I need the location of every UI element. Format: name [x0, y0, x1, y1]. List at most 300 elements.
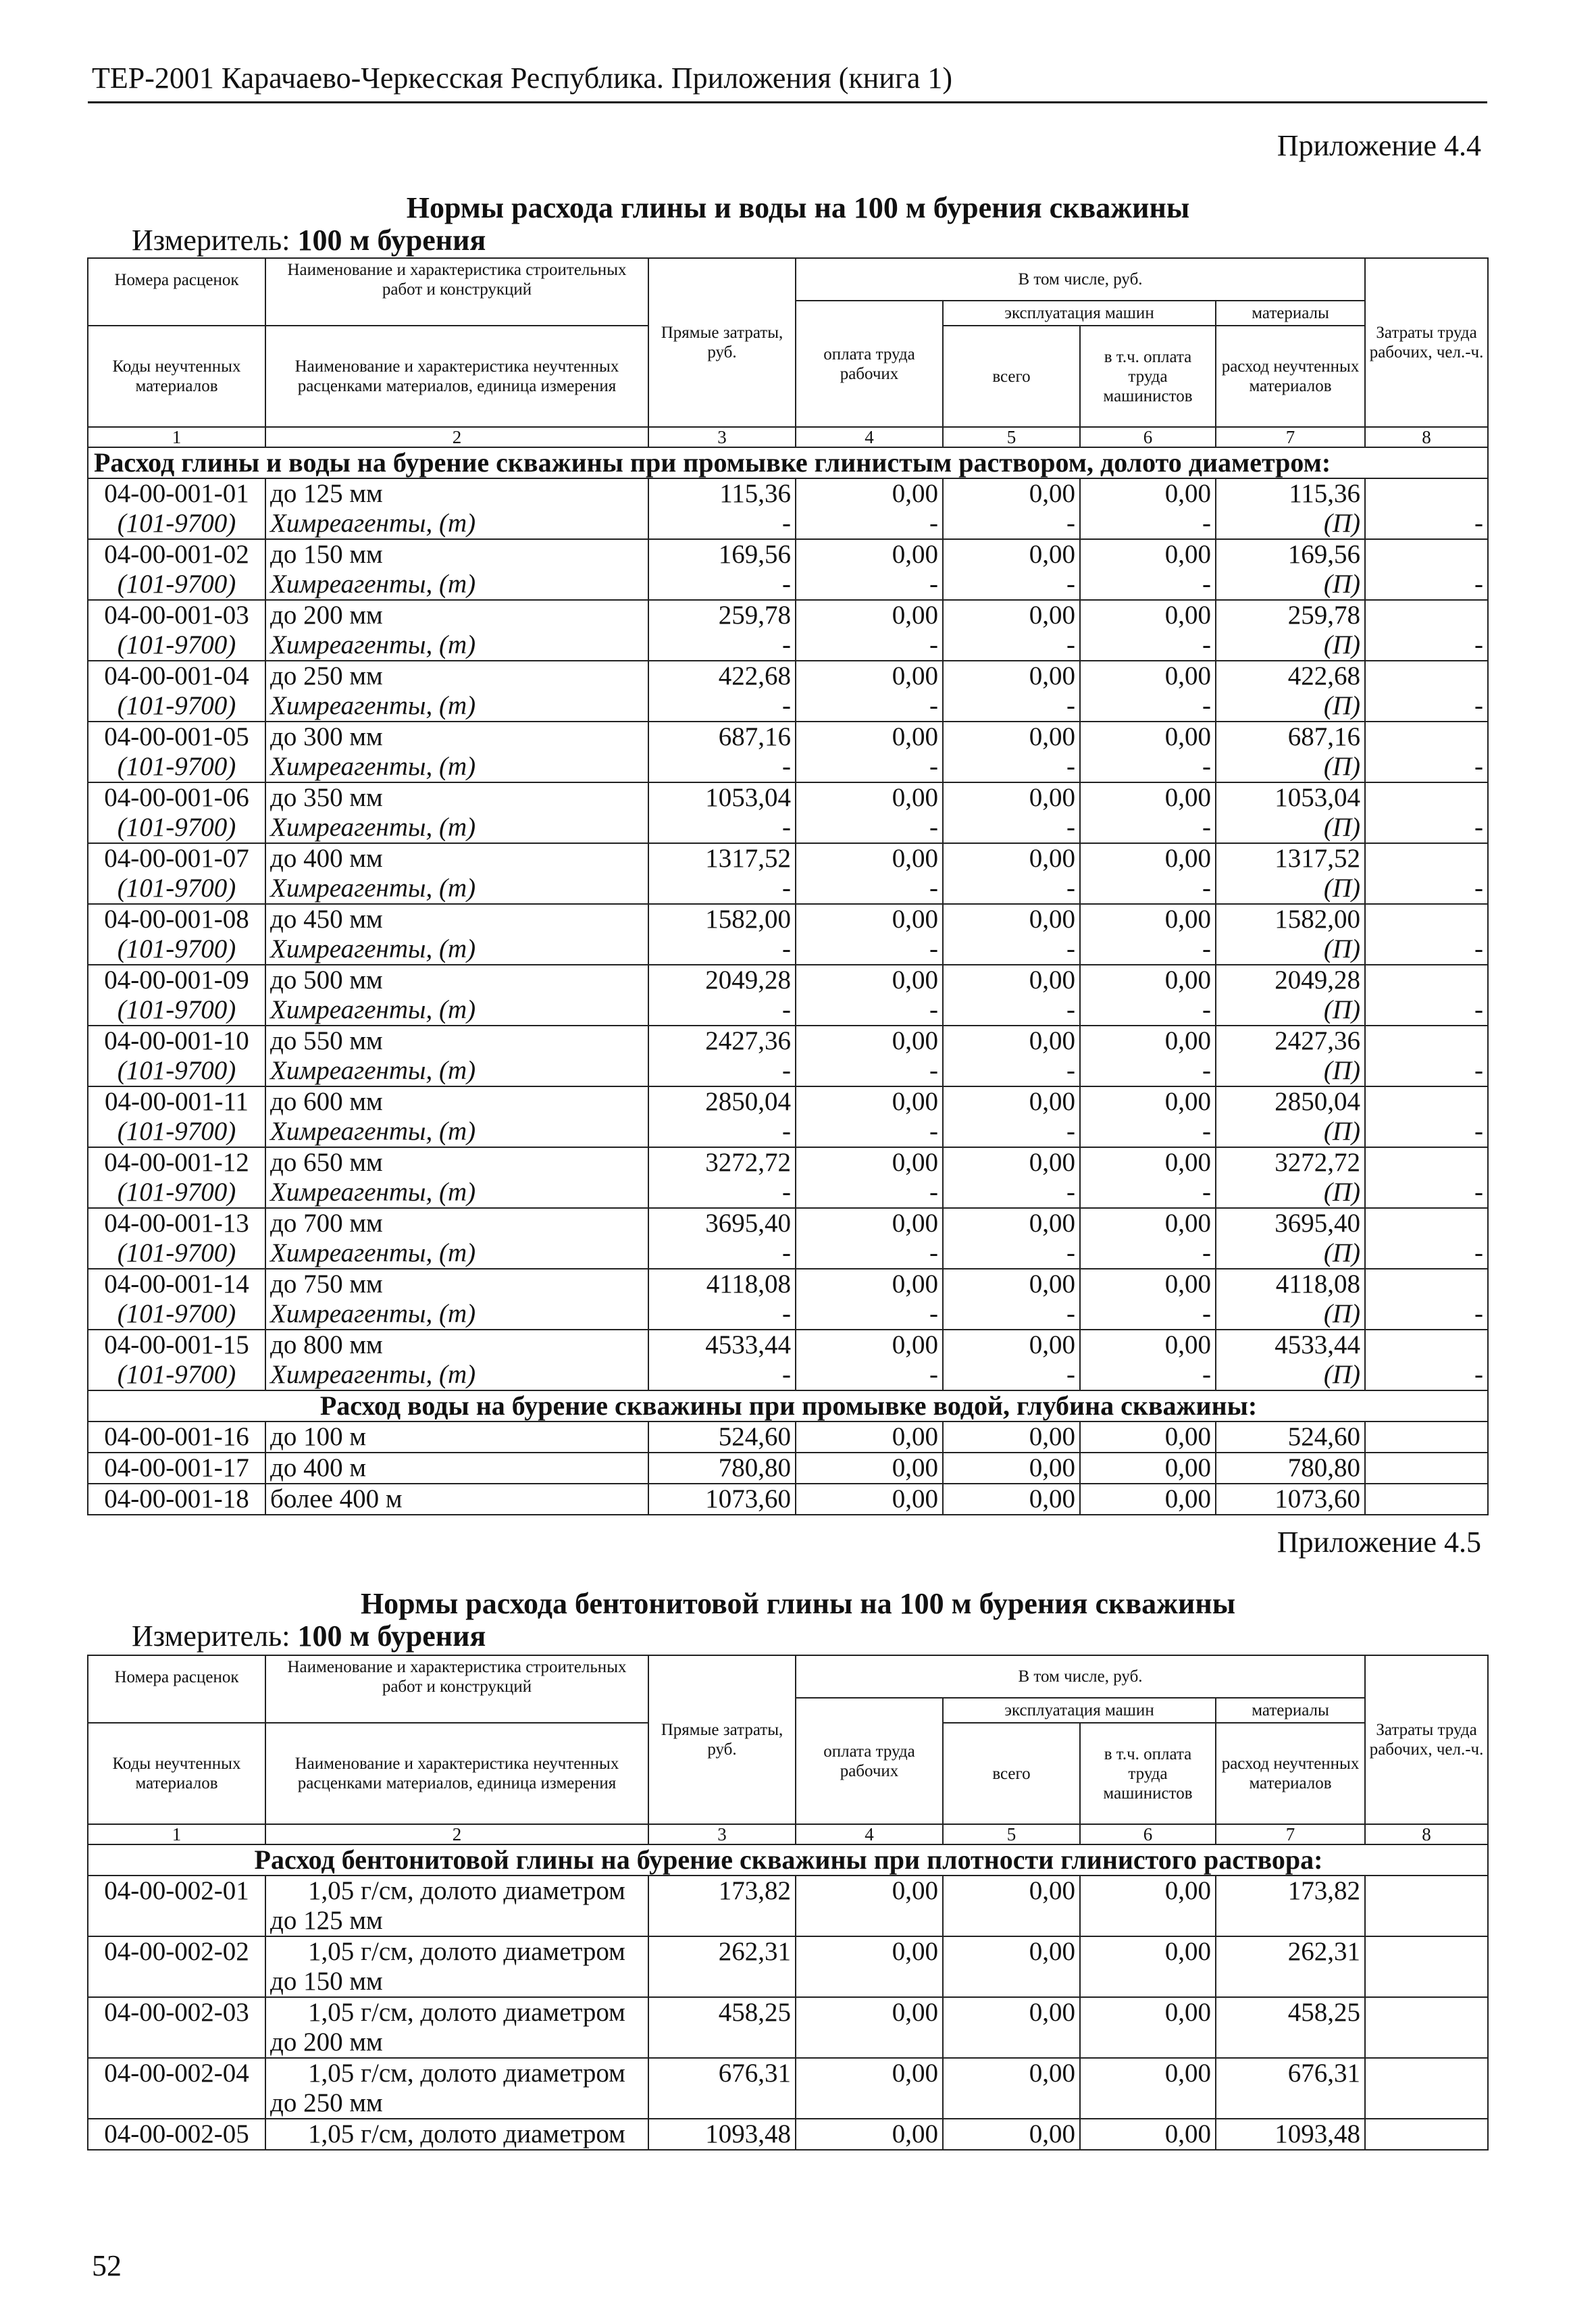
- colnum: 6: [1080, 1824, 1216, 1844]
- colnum: 4: [796, 427, 943, 447]
- direct-cost-cell: 2850,04: [648, 1086, 796, 1117]
- dash-cell: -: [1365, 995, 1488, 1026]
- material-name-cell: Химреагенты, (т): [265, 752, 648, 782]
- name-line-1: 1,05 г/см, долото диаметром: [308, 1876, 625, 1905]
- colnum: 8: [1365, 1824, 1488, 1844]
- labor-cell: [1365, 2058, 1488, 2119]
- th-wages: оплата труда рабочих: [796, 1698, 943, 1824]
- direct-cost-cell: 115,36: [648, 478, 796, 509]
- norms-table-4-4: [87, 257, 1489, 1515]
- labor-cell: [1365, 1876, 1488, 1936]
- materials-cell: 676,31: [1216, 2058, 1365, 2119]
- machinist-cell: 0,00: [1080, 1086, 1216, 1117]
- direct-cost-cell: 259,78: [648, 600, 796, 630]
- material-note-cell: (П): [1216, 1178, 1365, 1208]
- code-cell: 04-00-001-10: [88, 1026, 265, 1056]
- code-cell: 04-00-001-02: [88, 539, 265, 570]
- machines-cell: 0,00: [943, 539, 1080, 570]
- dash-cell: -: [648, 995, 796, 1026]
- th-spacer-2: [265, 301, 648, 326]
- direct-cost-cell: 1582,00: [648, 904, 796, 934]
- machinist-cell: 0,00: [1080, 478, 1216, 509]
- table-row: [88, 782, 1488, 813]
- direct-cost-cell: 458,25: [648, 1997, 796, 2058]
- material-note-cell: (П): [1216, 1360, 1365, 1390]
- direct-cost-cell: 4533,44: [648, 1330, 796, 1360]
- wages-cell: 0,00: [796, 2119, 943, 2150]
- header-rule: [88, 101, 1487, 103]
- wages-cell: 0,00: [796, 1936, 943, 1997]
- th-consumption: расход неучтенных материалов: [1216, 1723, 1365, 1824]
- dash-cell: -: [1080, 1117, 1216, 1147]
- material-note-cell: (П): [1216, 934, 1365, 965]
- machinist-cell: 0,00: [1080, 782, 1216, 813]
- material-code-cell: (101-9700): [88, 1360, 265, 1390]
- wages-cell: 0,00: [796, 1269, 943, 1299]
- direct-cost-cell: 2049,28: [648, 965, 796, 995]
- dash-cell: -: [648, 691, 796, 722]
- code-cell: 04-00-002-04: [88, 2058, 265, 2119]
- machinist-cell: 0,00: [1080, 1422, 1216, 1453]
- direct-cost-cell: 3695,40: [648, 1208, 796, 1238]
- materials-cell: 1582,00: [1216, 904, 1365, 934]
- dash-cell: -: [1080, 813, 1216, 843]
- th-incl: В том числе, руб.: [796, 258, 1365, 301]
- dash-cell: -: [1365, 813, 1488, 843]
- table-row: [88, 600, 1488, 630]
- wages-cell: 0,00: [796, 600, 943, 630]
- direct-cost-cell: 1317,52: [648, 843, 796, 874]
- materials-cell: 780,80: [1216, 1453, 1365, 1484]
- machines-cell: 0,00: [943, 1453, 1080, 1484]
- material-row: [88, 752, 1488, 782]
- dash-cell: -: [796, 934, 943, 965]
- machinist-cell: 0,00: [1080, 1147, 1216, 1178]
- wages-cell: 0,00: [796, 1997, 943, 2058]
- wages-cell: 0,00: [796, 1026, 943, 1056]
- code-cell: 04-00-001-03: [88, 600, 265, 630]
- table-row: [88, 1936, 1488, 1997]
- material-row: [88, 813, 1488, 843]
- material-row: [88, 1238, 1488, 1269]
- dash-cell: -: [648, 1178, 796, 1208]
- dash-cell: -: [1365, 752, 1488, 782]
- name-cell: до 550 мм: [265, 1026, 648, 1056]
- colnum: 1: [88, 427, 265, 447]
- labor-cell: [1365, 661, 1488, 691]
- labor-cell: [1365, 843, 1488, 874]
- material-row: [88, 630, 1488, 661]
- name-cell: до 650 мм: [265, 1147, 648, 1178]
- material-code-cell: (101-9700): [88, 813, 265, 843]
- colnum: 7: [1216, 427, 1365, 447]
- code-cell: 04-00-001-09: [88, 965, 265, 995]
- dash-cell: -: [796, 995, 943, 1026]
- dash-cell: -: [943, 1299, 1080, 1330]
- dash-cell: -: [1365, 691, 1488, 722]
- name-line-1: 1,05 г/см, долото диаметром: [308, 1998, 625, 2027]
- dash-cell: -: [1080, 1178, 1216, 1208]
- dash-cell: -: [1080, 1360, 1216, 1390]
- th-spacer-1: [88, 301, 265, 326]
- materials-cell: 169,56: [1216, 539, 1365, 570]
- direct-cost-cell: 1093,48: [648, 2119, 796, 2150]
- code-cell: 04-00-001-11: [88, 1086, 265, 1117]
- th-direct: Прямые затраты, руб.: [648, 258, 796, 427]
- dash-cell: -: [943, 630, 1080, 661]
- name-cell: до 750 мм: [265, 1269, 648, 1299]
- th-codes-top: Номера расценок: [88, 258, 265, 301]
- page-number: 52: [92, 2249, 122, 2282]
- material-name-cell: Химреагенты, (т): [265, 570, 648, 600]
- material-code-cell: (101-9700): [88, 691, 265, 722]
- dash-cell: -: [648, 813, 796, 843]
- materials-cell: 1317,52: [1216, 843, 1365, 874]
- material-note-cell: (П): [1216, 1056, 1365, 1086]
- machines-cell: 0,00: [943, 1936, 1080, 1997]
- dash-cell: -: [1080, 630, 1216, 661]
- th-materials: материалы: [1216, 1698, 1365, 1723]
- dash-cell: -: [796, 691, 943, 722]
- dash-cell: -: [1365, 1117, 1488, 1147]
- dash-cell: -: [1080, 752, 1216, 782]
- labor-cell: [1365, 965, 1488, 995]
- machines-cell: 0,00: [943, 661, 1080, 691]
- code-cell: 04-00-001-06: [88, 782, 265, 813]
- th-codes-top: Номера расценок: [88, 1655, 265, 1698]
- th-spacer-2: [265, 1698, 648, 1723]
- dash-cell: -: [1365, 1360, 1488, 1390]
- code-cell: 04-00-001-18: [88, 1484, 265, 1515]
- direct-cost-cell: 676,31: [648, 2058, 796, 2119]
- machinist-cell: 0,00: [1080, 600, 1216, 630]
- colnum: 7: [1216, 1824, 1365, 1844]
- code-cell: 04-00-002-03: [88, 1997, 265, 2058]
- dash-cell: -: [796, 1117, 943, 1147]
- dash-cell: -: [1365, 874, 1488, 904]
- code-cell: 04-00-001-12: [88, 1147, 265, 1178]
- wages-cell: 0,00: [796, 1876, 943, 1936]
- labor-cell: [1365, 1086, 1488, 1117]
- measure-label: Измеритель:: [132, 1619, 290, 1653]
- material-name-cell: Химреагенты, (т): [265, 1360, 648, 1390]
- th-materials: материалы: [1216, 301, 1365, 326]
- name-line-2: до 250 мм: [270, 2088, 383, 2117]
- machinist-cell: 0,00: [1080, 904, 1216, 934]
- norms-table-4-5: [87, 1655, 1489, 2150]
- dash-cell: -: [1080, 934, 1216, 965]
- th-machines: эксплуатация машин: [943, 301, 1216, 326]
- material-note-cell: (П): [1216, 1238, 1365, 1269]
- dash-cell: -: [1365, 1178, 1488, 1208]
- dash-cell: -: [648, 752, 796, 782]
- material-name-cell: Химреагенты, (т): [265, 630, 648, 661]
- section-heading: Расход воды на бурение скважины при промывке водой, глубина скважины:: [88, 1390, 1488, 1422]
- material-row: [88, 570, 1488, 600]
- colnum: 5: [943, 427, 1080, 447]
- wages-cell: 0,00: [796, 965, 943, 995]
- wages-cell: 0,00: [796, 1422, 943, 1453]
- direct-cost-cell: 687,16: [648, 722, 796, 752]
- name-cell: до 400 м: [265, 1453, 648, 1484]
- wages-cell: 0,00: [796, 843, 943, 874]
- section-heading: Расход глины и воды на бурение скважины при промывке глинистым раствором, долото диаметром:: [88, 447, 1488, 478]
- machinist-cell: 0,00: [1080, 661, 1216, 691]
- wages-cell: 0,00: [796, 2058, 943, 2119]
- th-codes-bot: Коды неучтенных материалов: [88, 1723, 265, 1824]
- machines-cell: 0,00: [943, 1876, 1080, 1936]
- direct-cost-cell: 780,80: [648, 1453, 796, 1484]
- table-row: [88, 1026, 1488, 1056]
- material-code-cell: (101-9700): [88, 1238, 265, 1269]
- dash-cell: -: [1365, 1056, 1488, 1086]
- wages-cell: 0,00: [796, 1208, 943, 1238]
- dash-cell: -: [796, 1178, 943, 1208]
- dash-cell: -: [1365, 934, 1488, 965]
- name-cell: до 150 мм: [265, 539, 648, 570]
- th-machines: эксплуатация машин: [943, 1698, 1216, 1723]
- dash-cell: -: [796, 874, 943, 904]
- th-codes-bot: Коды неучтенных материалов: [88, 326, 265, 427]
- material-row: [88, 1360, 1488, 1390]
- materials-cell: 1073,60: [1216, 1484, 1365, 1515]
- table-row: [88, 722, 1488, 752]
- labor-cell: [1365, 722, 1488, 752]
- machines-cell: 0,00: [943, 1147, 1080, 1178]
- material-name-cell: Химреагенты, (т): [265, 934, 648, 965]
- dash-cell: -: [648, 934, 796, 965]
- th-direct: Прямые затраты, руб.: [648, 1655, 796, 1824]
- materials-cell: 262,31: [1216, 1936, 1365, 1997]
- dash-cell: -: [943, 691, 1080, 722]
- th-work-top: Наименование и характеристика строительных работ и конструкций: [265, 1655, 648, 1698]
- material-row: [88, 691, 1488, 722]
- table-row: [88, 965, 1488, 995]
- dash-cell: -: [796, 630, 943, 661]
- machinist-cell: 0,00: [1080, 1330, 1216, 1360]
- material-code-cell: (101-9700): [88, 509, 265, 539]
- machinist-cell: 0,00: [1080, 539, 1216, 570]
- material-note-cell: (П): [1216, 995, 1365, 1026]
- machines-cell: 0,00: [943, 965, 1080, 995]
- name-cell: до 250 мм: [265, 661, 648, 691]
- material-code-cell: (101-9700): [88, 874, 265, 904]
- wages-cell: 0,00: [796, 1147, 943, 1178]
- material-code-cell: (101-9700): [88, 1299, 265, 1330]
- name-line-1: 1,05 г/см, долото диаметром: [308, 2119, 625, 2148]
- materials-cell: 115,36: [1216, 478, 1365, 509]
- material-note-cell: (П): [1216, 813, 1365, 843]
- materials-cell: 524,60: [1216, 1422, 1365, 1453]
- dash-cell: -: [943, 813, 1080, 843]
- material-code-cell: (101-9700): [88, 1117, 265, 1147]
- table-row: [88, 1330, 1488, 1360]
- appendix-label-4-4: Приложение 4.4: [1277, 129, 1481, 162]
- material-note-cell: (П): [1216, 752, 1365, 782]
- table-row: [88, 661, 1488, 691]
- measure-label: Измеритель:: [132, 224, 290, 257]
- th-spacer-1: [88, 1698, 265, 1723]
- direct-cost-cell: 169,56: [648, 539, 796, 570]
- machines-cell: 0,00: [943, 1422, 1080, 1453]
- dash-cell: -: [943, 934, 1080, 965]
- machines-cell: 0,00: [943, 1269, 1080, 1299]
- wages-cell: 0,00: [796, 1484, 943, 1515]
- dash-cell: -: [943, 1117, 1080, 1147]
- machines-cell: 0,00: [943, 2119, 1080, 2150]
- measure-value: 100 м бурения: [297, 1619, 486, 1653]
- th-total: всего: [943, 326, 1080, 427]
- name-cell: [265, 2119, 648, 2150]
- th-work-bot: Наименование и характеристика неучтенных расценками материалов, единица измерения: [265, 326, 648, 427]
- labor-cell: [1365, 478, 1488, 509]
- machines-cell: 0,00: [943, 722, 1080, 752]
- machinist-cell: 0,00: [1080, 1026, 1216, 1056]
- dash-cell: -: [796, 1360, 943, 1390]
- material-code-cell: (101-9700): [88, 1056, 265, 1086]
- material-note-cell: (П): [1216, 509, 1365, 539]
- th-total: всего: [943, 1723, 1080, 1824]
- code-cell: 04-00-001-04: [88, 661, 265, 691]
- wages-cell: 0,00: [796, 722, 943, 752]
- direct-cost-cell: 173,82: [648, 1876, 796, 1936]
- material-row: [88, 1178, 1488, 1208]
- table-title-4-4: Нормы расхода глины и воды на 100 м бурения скважины: [406, 191, 1190, 224]
- dash-cell: -: [1365, 630, 1488, 661]
- materials-cell: 2049,28: [1216, 965, 1365, 995]
- table-row: [88, 1086, 1488, 1117]
- name-cell: до 200 мм: [265, 600, 648, 630]
- materials-cell: 2850,04: [1216, 1086, 1365, 1117]
- machinist-cell: 0,00: [1080, 1208, 1216, 1238]
- th-wages: оплата труда рабочих: [796, 301, 943, 427]
- measure-line-4-5: [132, 1619, 486, 1653]
- dash-cell: -: [943, 995, 1080, 1026]
- materials-cell: 2427,36: [1216, 1026, 1365, 1056]
- materials-cell: 687,16: [1216, 722, 1365, 752]
- labor-cell: [1365, 1208, 1488, 1238]
- wages-cell: 0,00: [796, 782, 943, 813]
- table-row: [88, 1876, 1488, 1936]
- th-incl: В том числе, руб.: [796, 1655, 1365, 1698]
- material-code-cell: (101-9700): [88, 995, 265, 1026]
- th-labor: Затраты труда рабочих, чел.-ч.: [1365, 258, 1488, 427]
- name-cell: [265, 1936, 648, 1997]
- wages-cell: 0,00: [796, 1330, 943, 1360]
- machines-cell: 0,00: [943, 843, 1080, 874]
- measure-value: 100 м бурения: [297, 224, 486, 257]
- materials-cell: 4118,08: [1216, 1269, 1365, 1299]
- code-cell: 04-00-001-05: [88, 722, 265, 752]
- colnum: 8: [1365, 427, 1488, 447]
- dash-cell: -: [796, 813, 943, 843]
- dash-cell: -: [943, 752, 1080, 782]
- materials-cell: 259,78: [1216, 600, 1365, 630]
- name-line-2: до 200 мм: [270, 2028, 383, 2057]
- labor-cell: [1365, 1147, 1488, 1178]
- material-code-cell: (101-9700): [88, 630, 265, 661]
- dash-cell: -: [1080, 874, 1216, 904]
- material-name-cell: Химреагенты, (т): [265, 1178, 648, 1208]
- machinist-cell: 0,00: [1080, 965, 1216, 995]
- table-row: [88, 1997, 1488, 2058]
- name-line-2: до 150 мм: [270, 1967, 383, 1996]
- direct-cost-cell: 1053,04: [648, 782, 796, 813]
- name-cell: [265, 2058, 648, 2119]
- machinist-cell: 0,00: [1080, 722, 1216, 752]
- material-name-cell: Химреагенты, (т): [265, 1299, 648, 1330]
- wages-cell: 0,00: [796, 539, 943, 570]
- dash-cell: -: [1080, 1238, 1216, 1269]
- material-row: [88, 1299, 1488, 1330]
- material-name-cell: Химреагенты, (т): [265, 813, 648, 843]
- dash-cell: -: [943, 1238, 1080, 1269]
- material-name-cell: Химреагенты, (т): [265, 1117, 648, 1147]
- code-cell: 04-00-001-08: [88, 904, 265, 934]
- table-row: [88, 539, 1488, 570]
- name-line-1: 1,05 г/см, долото диаметром: [308, 1937, 625, 1966]
- measure-line-4-4: [132, 223, 486, 257]
- dash-cell: -: [796, 1238, 943, 1269]
- code-cell: 04-00-002-01: [88, 1876, 265, 1936]
- colnum: 1: [88, 1824, 265, 1844]
- material-row: [88, 509, 1488, 539]
- name-line-2: до 125 мм: [270, 1906, 383, 1935]
- code-cell: 04-00-001-14: [88, 1269, 265, 1299]
- dash-cell: -: [943, 1360, 1080, 1390]
- table-row: [88, 478, 1488, 509]
- table-row: [88, 1147, 1488, 1178]
- material-row: [88, 995, 1488, 1026]
- dash-cell: -: [796, 509, 943, 539]
- labor-cell: [1365, 1997, 1488, 2058]
- machinist-cell: 0,00: [1080, 1484, 1216, 1515]
- labor-cell: [1365, 1026, 1488, 1056]
- table-row: [88, 1208, 1488, 1238]
- wages-cell: 0,00: [796, 478, 943, 509]
- name-cell: до 800 мм: [265, 1330, 648, 1360]
- materials-cell: 422,68: [1216, 661, 1365, 691]
- name-cell: до 400 мм: [265, 843, 648, 874]
- wages-cell: 0,00: [796, 1453, 943, 1484]
- code-cell: 04-00-002-02: [88, 1936, 265, 1997]
- machines-cell: 0,00: [943, 2058, 1080, 2119]
- th-consumption: расход неучтенных материалов: [1216, 326, 1365, 427]
- name-cell: [265, 1997, 648, 2058]
- dash-cell: -: [1080, 570, 1216, 600]
- table-row: [88, 1269, 1488, 1299]
- dash-cell: -: [943, 1056, 1080, 1086]
- running-head: ТЕР-2001 Карачаево-Черкесская Республика. Приложения (книга 1): [92, 61, 953, 95]
- material-name-cell: Химреагенты, (т): [265, 691, 648, 722]
- dash-cell: -: [1365, 509, 1488, 539]
- direct-cost-cell: 422,68: [648, 661, 796, 691]
- name-cell: [265, 1876, 648, 1936]
- materials-cell: 173,82: [1216, 1876, 1365, 1936]
- dash-cell: -: [648, 1238, 796, 1269]
- name-cell: до 100 м: [265, 1422, 648, 1453]
- material-row: [88, 934, 1488, 965]
- material-name-cell: Химреагенты, (т): [265, 1238, 648, 1269]
- labor-cell: [1365, 600, 1488, 630]
- labor-cell: [1365, 1330, 1488, 1360]
- materials-cell: 3695,40: [1216, 1208, 1365, 1238]
- material-note-cell: (П): [1216, 630, 1365, 661]
- colnum: 6: [1080, 427, 1216, 447]
- dash-cell: -: [796, 752, 943, 782]
- colnum: 5: [943, 1824, 1080, 1844]
- dash-cell: -: [1080, 1056, 1216, 1086]
